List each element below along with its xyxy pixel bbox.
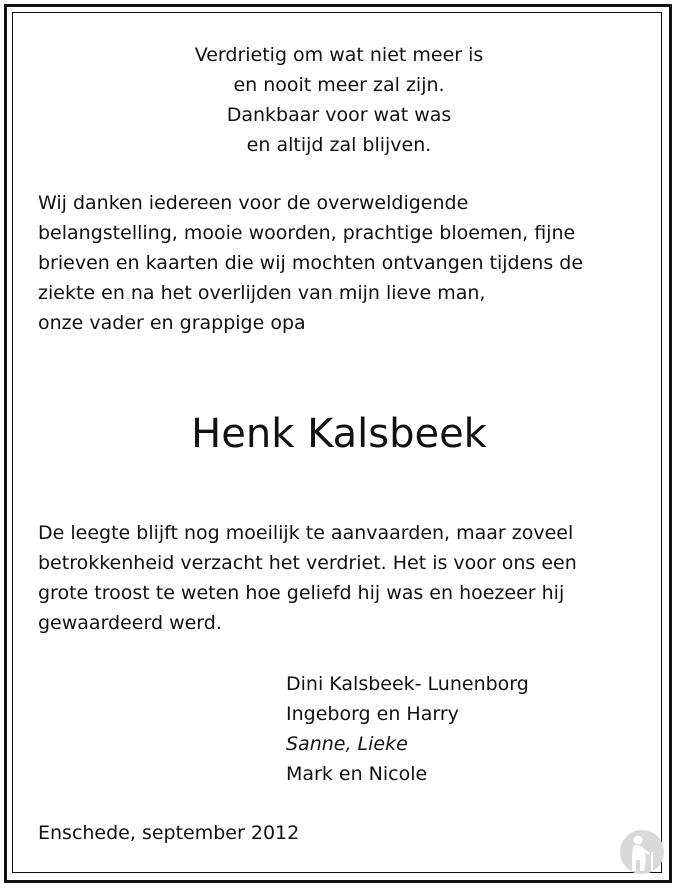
paragraph-line: onze vader en grappige opa xyxy=(38,312,306,334)
paragraph-line: ziekte en na het overlijden van mijn lieve man, xyxy=(38,282,486,304)
closing-paragraph xyxy=(38,518,648,638)
thanks-paragraph xyxy=(38,188,648,338)
mourning-figure-icon xyxy=(619,829,665,875)
verse xyxy=(0,40,678,160)
paragraph-line: grote troost te weten hoe geliefd hij was en hoezeer hij xyxy=(38,582,565,604)
signer: Ingeborg en Harry xyxy=(286,703,459,725)
verse-line: en nooit meer zal zijn. xyxy=(233,74,445,96)
signer: Sanne, Lieke xyxy=(286,733,408,755)
paragraph-line: betrokkenheid verzacht het verdriet. Het is voor ons een xyxy=(38,552,577,574)
signer: Mark en Nicole xyxy=(286,763,428,785)
deceased-name: Henk Kalsbeek xyxy=(191,411,487,457)
signer: Dini Kalsbeek- Lunenborg xyxy=(286,673,529,695)
verse-line: Verdrietig om wat niet meer is xyxy=(194,44,484,66)
paragraph-line: belangstelling, mooie woorden, prachtige bloemen, fijne xyxy=(38,222,576,244)
place-date: Enschede, september 2012 xyxy=(38,822,300,844)
signers-list xyxy=(286,669,529,789)
verse-line: en altijd zal blijven. xyxy=(246,134,432,156)
verse-line: Dankbaar voor wat was xyxy=(226,104,452,126)
paragraph-line: gewaardeerd werd. xyxy=(38,612,222,634)
paragraph-line: Wij danken iedereen voor de overweldigende xyxy=(38,192,469,214)
paragraph-line: brieven en kaarten die wij mochten ontvangen tijdens de xyxy=(38,252,584,274)
paragraph-line: De leegte blijft nog moeilijk te aanvaarden, maar zoveel xyxy=(38,522,574,544)
